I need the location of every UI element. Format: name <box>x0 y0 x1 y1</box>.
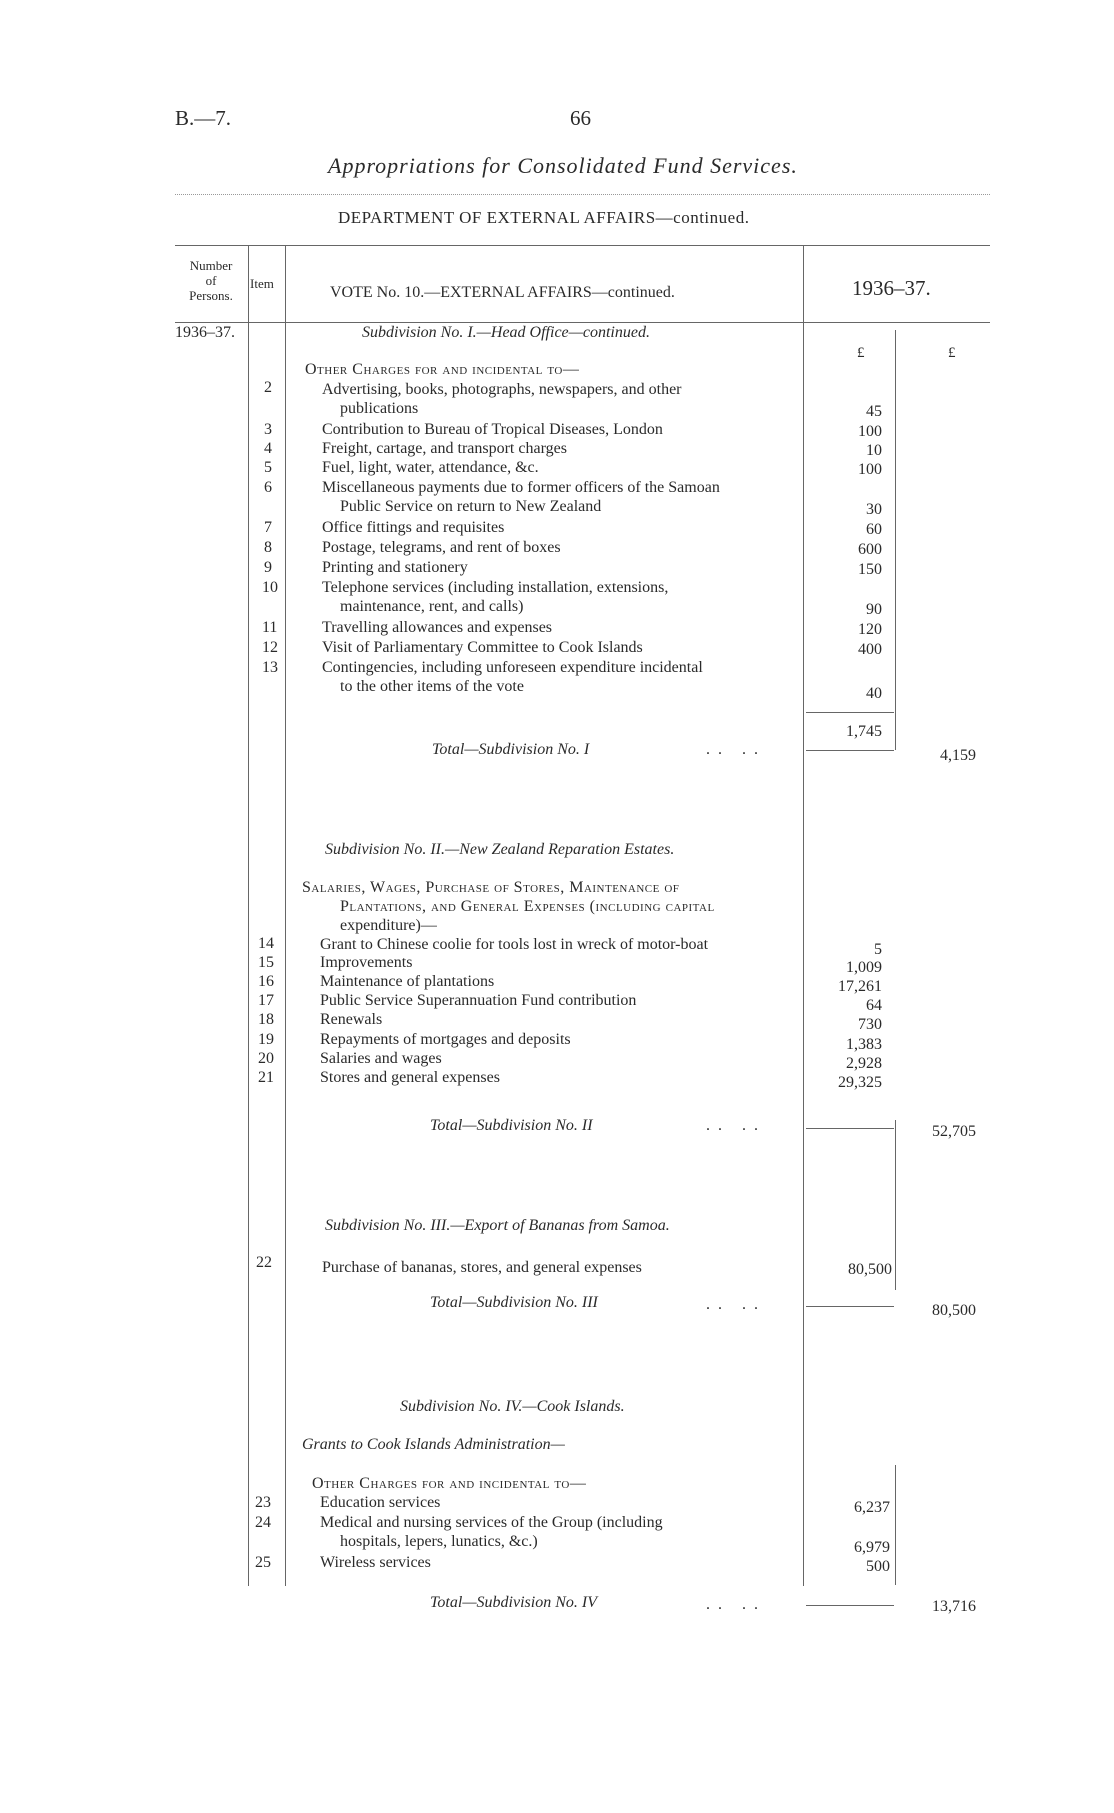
item-number: 18 <box>258 1011 274 1028</box>
item-amount: 6,979 <box>854 1539 890 1556</box>
item-number: 9 <box>264 559 272 576</box>
item-amount: 29,325 <box>838 1074 882 1091</box>
item-description: Contribution to Bureau of Tropical Diseases, London <box>322 421 663 438</box>
persons-header-l2: of <box>205 273 217 288</box>
item-description: Contingencies, including unforeseen expenditure incidental <box>322 659 703 676</box>
item-description: Stores and general expenses <box>320 1069 500 1086</box>
item-description: Freight, cartage, and transport charges <box>322 440 567 457</box>
item-description: Purchase of bananas, stores, and general expenses <box>322 1259 642 1276</box>
item-number: 17 <box>258 992 274 1009</box>
leader-dots: . . . . <box>706 741 760 758</box>
item-amount: 5 <box>874 941 882 958</box>
item-number: 10 <box>262 579 278 596</box>
persons-header <box>178 258 244 303</box>
item-number: 14 <box>258 935 274 952</box>
subdivision-2-heading-cont: Plantations, and General Expenses (including capital <box>340 898 715 915</box>
item-number: 11 <box>262 619 278 636</box>
item-column-divider <box>285 246 286 1586</box>
persons-year: 1936–37. <box>175 324 235 341</box>
item-number: 25 <box>255 1554 271 1571</box>
persons-column-divider <box>248 246 249 1586</box>
subdivision-4-total: 13,716 <box>932 1598 976 1615</box>
total-column-divider-2 <box>895 1120 896 1290</box>
item-description: Travelling allowances and expenses <box>322 619 553 636</box>
item-number: 20 <box>258 1050 274 1067</box>
item-description: Grant to Chinese coolie for tools lost in wreck of motor-boat <box>320 936 709 953</box>
subdivision-4-total-label: Total—Subdivision No. IV <box>430 1594 597 1611</box>
item-amount: 90 <box>866 601 882 618</box>
item-amount: 100 <box>858 461 882 478</box>
item-amount: 17,261 <box>838 978 882 995</box>
subdivision-2-total-rule <box>806 1128 894 1129</box>
item-description: Education services <box>320 1494 441 1511</box>
item-amount: 30 <box>866 501 882 518</box>
total-column-divider-3 <box>895 1465 896 1585</box>
item-amount: 600 <box>858 541 882 558</box>
subdivision-1-subtotal: 1,745 <box>846 723 882 740</box>
item-amount: 60 <box>866 521 882 538</box>
subdivision-3-total-rule <box>806 1306 894 1307</box>
subdivision-1-heading: Other Charges for and incidental to— <box>305 361 580 378</box>
amount-column-divider <box>803 246 804 1586</box>
item-amount: 730 <box>858 1016 882 1033</box>
item-amount: 1,009 <box>846 959 882 976</box>
subdivision-1-total: 4,159 <box>940 747 976 764</box>
item-amount: 2,928 <box>846 1055 882 1072</box>
item-number: 3 <box>264 421 272 438</box>
leader-dots: . . . . <box>706 1117 760 1134</box>
item-number: 5 <box>264 459 272 476</box>
item-amount: 80,500 <box>848 1261 892 1278</box>
item-amount: 10 <box>866 442 882 459</box>
item-number: 6 <box>264 479 272 496</box>
item-description-cont: maintenance, rent, and calls) <box>340 598 524 615</box>
item-amount: 40 <box>866 685 882 702</box>
item-amount: 45 <box>866 403 882 420</box>
item-number: 8 <box>264 539 272 556</box>
pound-sign-total: £ <box>948 345 956 361</box>
item-description: Office fittings and requisites <box>322 519 505 536</box>
subdivision-1-title: Subdivision No. I.—Head Office—continued. <box>362 324 650 341</box>
item-amount: 1,383 <box>846 1036 882 1053</box>
subdivision-3-total-label: Total—Subdivision No. III <box>430 1294 598 1311</box>
department-heading: DEPARTMENT OF EXTERNAL AFFAIRS—continued. <box>338 208 750 227</box>
page-number: 66 <box>570 106 591 130</box>
item-number: 21 <box>258 1069 274 1086</box>
table-top-rule <box>175 245 990 246</box>
subdivision-3-total: 80,500 <box>932 1302 976 1319</box>
item-number: 24 <box>255 1514 271 1531</box>
subdivision-1-total-label: Total—Subdivision No. I <box>432 741 590 758</box>
item-description: Improvements <box>320 954 413 971</box>
subdivision-1-total-rule <box>806 750 894 751</box>
persons-header-l1: Number <box>189 258 233 273</box>
item-amount: 500 <box>866 1558 890 1575</box>
item-description-cont: to the other items of the vote <box>340 678 524 695</box>
document-reference: B.—7. <box>175 106 232 130</box>
title-rule <box>175 194 990 195</box>
subdivision-2-heading-cont-2: expenditure)— <box>340 917 437 934</box>
subdivision-2-heading: Salaries, Wages, Purchase of Stores, Maintenance of <box>302 879 680 896</box>
item-description: Medical and nursing services of the Group (including <box>320 1514 663 1531</box>
item-number: 2 <box>264 379 272 396</box>
item-description: Visit of Parliamentary Committee to Cook Islands <box>322 639 643 656</box>
item-amount: 400 <box>858 641 882 658</box>
item-description: Maintenance of plantations <box>320 973 495 990</box>
item-description: Renewals <box>320 1011 383 1028</box>
total-column-divider <box>895 330 896 750</box>
subdivision-2-total: 52,705 <box>932 1123 976 1140</box>
item-description-cont: publications <box>340 400 419 417</box>
item-amount: 6,237 <box>854 1499 890 1516</box>
item-description-cont: Public Service on return to New Zealand <box>340 498 602 515</box>
item-description: Miscellaneous payments due to former officers of the Samoan <box>322 479 720 496</box>
subdivision-4-heading: Other Charges for and incidental to— <box>312 1475 587 1492</box>
item-number: 22 <box>256 1254 272 1271</box>
leader-dots: . . . . <box>706 1296 760 1313</box>
item-description: Printing and stationery <box>322 559 468 576</box>
item-description: Public Service Superannuation Fund contribution <box>320 992 637 1009</box>
vote-header: VOTE No. 10.—EXTERNAL AFFAIRS—continued. <box>330 284 675 301</box>
item-description-cont: hospitals, lepers, lunatics, &c.) <box>340 1533 538 1550</box>
pound-sign-amount: £ <box>857 345 865 361</box>
item-number: 7 <box>264 519 272 536</box>
persons-header-l3: Persons. <box>189 288 233 303</box>
item-description: Wireless services <box>320 1554 431 1571</box>
item-description: Advertising, books, photographs, newspapers, and other <box>322 381 682 398</box>
page-title: Appropriations for Consolidated Fund Services. <box>328 153 798 178</box>
item-amount: 120 <box>858 621 882 638</box>
item-number: 23 <box>255 1494 271 1511</box>
item-number: 4 <box>264 440 272 457</box>
item-amount: 100 <box>858 423 882 440</box>
subdivision-4-title: Subdivision No. IV.—Cook Islands. <box>400 1398 625 1415</box>
item-number: 16 <box>258 973 274 990</box>
subdivision-3-title: Subdivision No. III.—Export of Bananas from Samoa. <box>325 1217 670 1234</box>
subdivision-2-total-label: Total—Subdivision No. II <box>430 1117 593 1134</box>
leader-dots: . . . . <box>706 1596 760 1613</box>
subdivision-2-title: Subdivision No. II.—New Zealand Reparation Estates. <box>325 841 675 858</box>
item-description: Postage, telegrams, and rent of boxes <box>322 539 561 556</box>
item-number: 12 <box>262 639 278 656</box>
item-description: Telephone services (including installation, extensions, <box>322 579 669 596</box>
item-header: Item <box>250 276 274 291</box>
subdivision-4-grants-heading: Grants to Cook Islands Administration— <box>302 1436 565 1453</box>
item-description: Repayments of mortgages and deposits <box>320 1031 571 1048</box>
year-header: 1936–37. <box>852 276 931 300</box>
subdivision-4-total-rule <box>806 1605 894 1606</box>
item-description: Salaries and wages <box>320 1050 442 1067</box>
item-description: Fuel, light, water, attendance, &c. <box>322 459 539 476</box>
item-number: 15 <box>258 954 274 971</box>
item-amount: 64 <box>866 997 882 1014</box>
item-number: 19 <box>258 1031 274 1048</box>
item-number: 13 <box>262 659 278 676</box>
subdivision-1-subtotal-rule <box>806 712 894 713</box>
item-amount: 150 <box>858 561 882 578</box>
